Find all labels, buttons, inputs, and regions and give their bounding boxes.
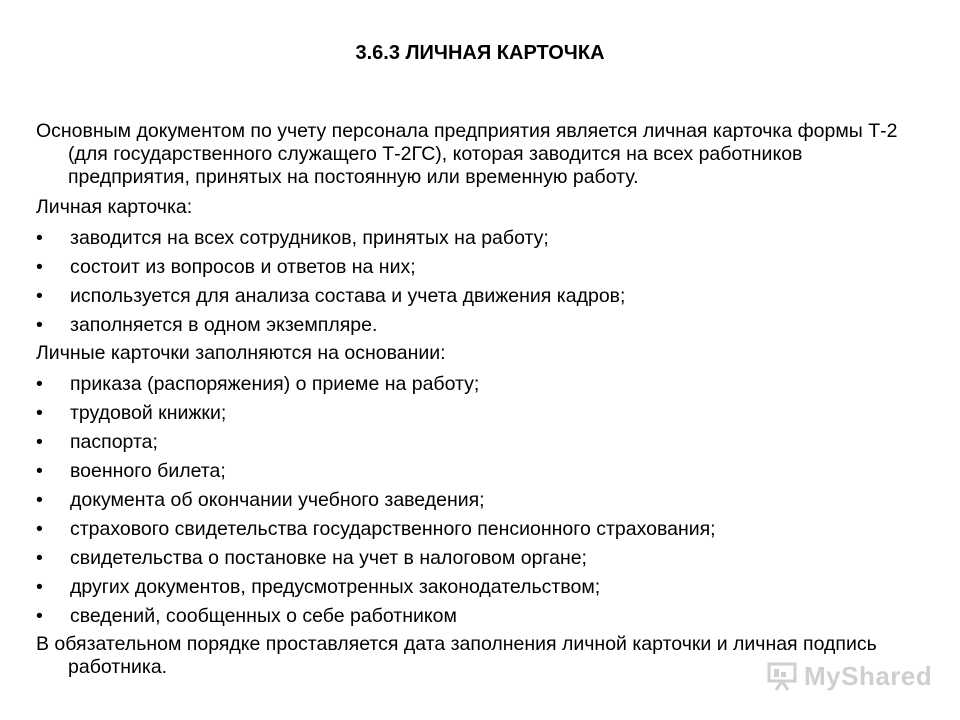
list-item: [36, 226, 926, 250]
list-item: [36, 517, 926, 541]
list-item-text: заводится на всех сотрудников, принятых на работу;: [70, 227, 549, 249]
list-item-text: паспорта;: [70, 431, 158, 453]
list-item-text: страхового свидетельства государственного пенсионного страхования;: [70, 518, 716, 540]
list-item: [36, 430, 926, 454]
bullet-icon: •: [36, 489, 43, 511]
closing-paragraph: В обязательном порядке проставляется дата заполнения личной карточки и личная подпись работника.: [36, 633, 877, 678]
basis-heading: Личные карточки заполняются на основании:: [36, 342, 446, 364]
bullet-icon: •: [36, 314, 43, 336]
list-item-text: военного билета;: [70, 460, 226, 482]
bullet-icon: •: [36, 431, 43, 453]
bullet-icon: •: [36, 576, 43, 598]
bullet-icon: •: [36, 373, 43, 395]
list-item-text: заполняется в одном экземпляре.: [70, 314, 378, 336]
list-item: [36, 372, 926, 396]
card-list: [36, 226, 926, 337]
list-item-text: приказа (распоряжения) о приеме на работу;: [70, 373, 480, 395]
presentation-board-icon: [766, 660, 798, 692]
list-item-text: трудовой книжки;: [70, 402, 227, 424]
list-item: [36, 604, 926, 628]
intro-paragraph: Основным документом по учету персонала предприятия является личная карточка формы Т-2 (для государственного служащего Т-2ГС), которая заводится на всех работников предприятия, принятых на постоянную или временную работу.: [36, 120, 898, 188]
list-item: [36, 575, 926, 599]
bullet-icon: •: [36, 285, 43, 307]
list-item-text: используется для анализа состава и учета движения кадров;: [70, 285, 626, 307]
card-heading: Личная карточка:: [36, 196, 193, 218]
list-item-text: сведений, сообщенных о себе работником: [70, 605, 457, 627]
bullet-icon: •: [36, 518, 43, 540]
list-item: [36, 255, 926, 279]
list-item-text: состоит из вопросов и ответов на них;: [70, 256, 416, 278]
page-title: 3.6.3 ЛИЧНАЯ КАРТОЧКА: [355, 42, 605, 64]
slide-content: [36, 120, 926, 686]
bullet-icon: •: [36, 227, 43, 249]
list-item: [36, 488, 926, 512]
list-item-text: других документов, предусмотренных законодательством;: [70, 576, 601, 598]
list-item: [36, 459, 926, 483]
list-item-text: свидетельства о постановке на учет в налоговом органе;: [70, 547, 587, 569]
list-item: [36, 401, 926, 425]
list-item-text: документа об окончании учебного заведения;: [70, 489, 485, 511]
bullet-icon: •: [36, 256, 43, 278]
list-item: [36, 284, 926, 308]
watermark-text: MyShared: [804, 660, 933, 691]
basis-list: [36, 372, 926, 628]
bullet-icon: •: [36, 402, 43, 424]
bullet-icon: •: [36, 605, 43, 627]
watermark: [766, 658, 932, 694]
bullet-icon: •: [36, 460, 43, 482]
list-item: [36, 313, 926, 337]
list-item: [36, 546, 926, 570]
bullet-icon: •: [36, 547, 43, 569]
